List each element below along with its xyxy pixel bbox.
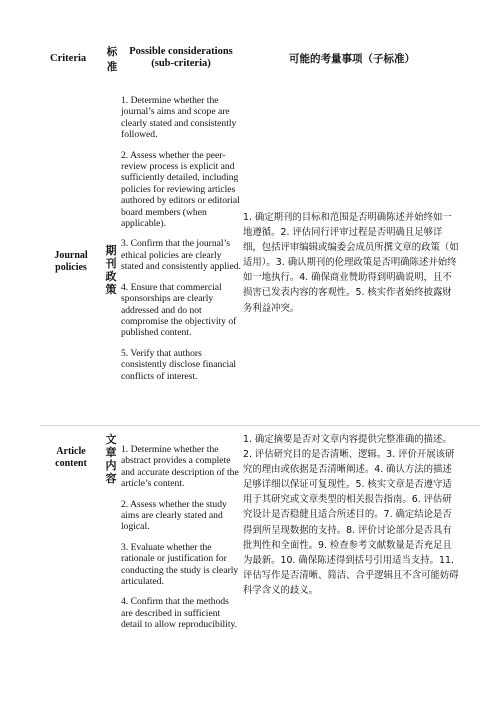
row-divider — [40, 425, 480, 426]
vertical-char: 策 — [105, 283, 117, 296]
journal-points — [121, 95, 241, 391]
point-3: 3. Confirm that the journal’s ethical policies are clearly stated and consistently applied. — [121, 238, 241, 273]
article-zh-text: 1. 确定摘要是否对文章内容提供完整准确的描述。2. 评估研究目的是否清晰、逻辑。3. 评价开展该研究的理由或依据是否清晰阐述。4. 确认方法的描述足够详细以保证可复现性。5. 核实文章是否遵守适用于其研究或文章类型的相关报告指南。6. 评估研究设计是否稳健且适合所述目的。7. 确定结论是否得到所呈现数据的支持。8. 评价讨论部分是否具有批判性和全面性。9. 检查参考文献数量是否充足且为最新。10. 确保陈述得到括号引用适当支持。11. 评估写作是否清晰、简洁、合乎逻辑且不含可能妨碍科学含义的歧义。 — [243, 434, 459, 596]
criteria-journal-policies — [38, 250, 104, 274]
header-possible-line: (sub-criteria) — [151, 58, 211, 69]
vertical-char: 章 — [105, 446, 117, 459]
vertical-label-journal — [104, 244, 118, 296]
point-1: 1. Determine whether the abstract provides a complete and accurate description of the article’s content. — [121, 444, 239, 490]
header-zh-title: 可能的考量事项（子标准） — [289, 53, 415, 65]
header-criteria: Criteria — [50, 53, 87, 64]
point-5: 5. Verify that authors consistently disclose financial conflicts of interest. — [121, 347, 237, 382]
point-4: 4. Confirm that the methods are described in sufficient detail to allow reproducibility. — [121, 596, 238, 631]
journal-zh-text: 1. 确定期刊的目标和范围是否明确陈述并始终如一地遵循。2. 评估同行评审过程是否明确且足够详细，包括评审编辑或编委会成员所撰文章的政策（如适用）。3. 确认期刊的伦理政策是否明确陈述并始终如一地执行。4. 确保商业赞助得到明确说明，且不损害已发表内容的客观性。5. 核实作者始终披露财务利益冲突。 — [243, 212, 459, 314]
criteria-article-content — [38, 446, 104, 470]
vertical-char: 容 — [105, 472, 117, 485]
header-possible-line: Possible considerations — [129, 46, 233, 57]
vertical-char: 政 — [105, 270, 117, 283]
point-1: 1. Determine whether the journal’s aims and scope are clearly stated and consistently followed. — [121, 95, 237, 141]
criteria-line: content — [55, 458, 87, 469]
vertical-char: 文 — [105, 433, 117, 446]
criteria-line: Journal — [54, 250, 88, 261]
point-2: 2. Assess whether the peer-review process is explicit and sufficiently detailed, including policies for reviewing articles authored by editors or editorial board members (when applicable). — [121, 149, 240, 230]
point-3: 3. Evaluate whether the rationale or justification for conducting the study is clearly articulated. — [121, 541, 239, 588]
vertical-char: 期 — [105, 244, 117, 257]
point-2: 2. Assess whether the study aims are clearly stated and logical. — [121, 498, 227, 533]
criteria-line: policies — [55, 262, 87, 273]
header-biaozhun-char: 准 — [106, 61, 118, 73]
vertical-char: 刊 — [105, 257, 117, 270]
vertical-label-article — [104, 433, 118, 485]
header-biaozhun-char: 标 — [106, 46, 118, 58]
point-4: 4. Ensure that commercial sponsorships are clearly addressed and do not compromise the objectivity of published content. — [121, 281, 237, 339]
criteria-line: Article — [56, 446, 86, 457]
article-points — [121, 444, 243, 640]
header-possible — [120, 46, 242, 70]
vertical-char: 内 — [105, 459, 117, 472]
header-biaozhun — [104, 45, 120, 75]
